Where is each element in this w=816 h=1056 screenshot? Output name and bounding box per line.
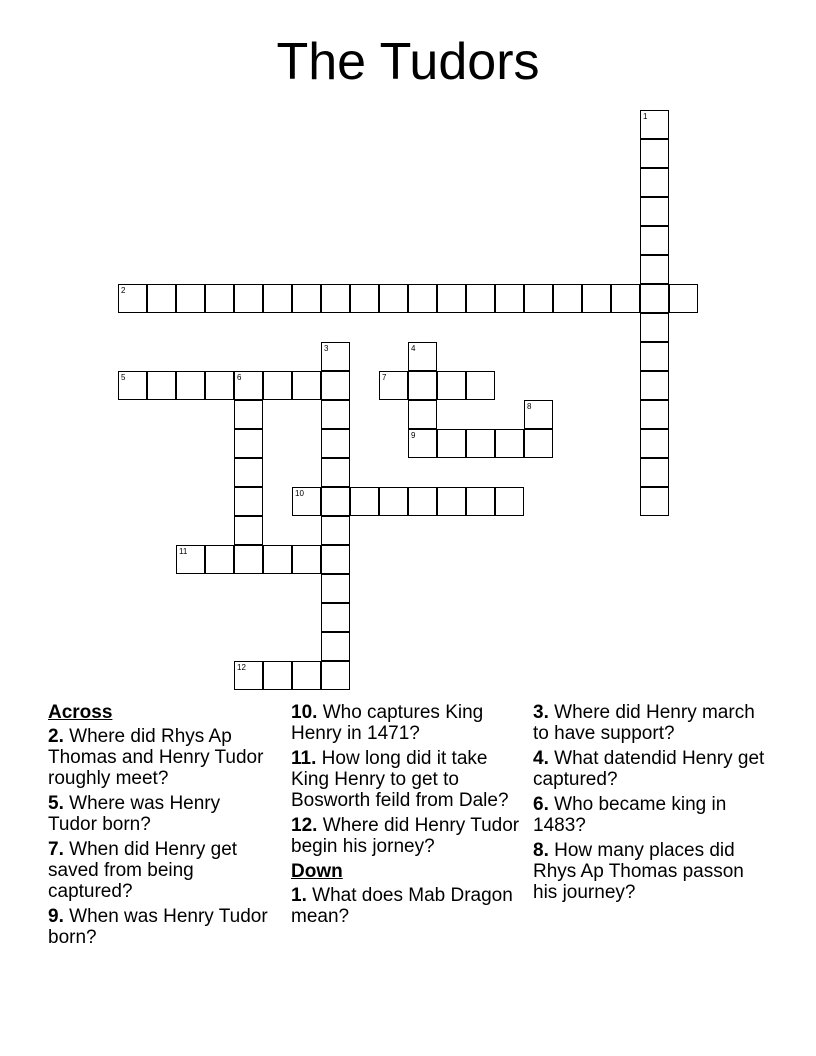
grid-cell[interactable]	[408, 487, 437, 516]
clue-across-12: 12. Where did Henry Tudor begin his jorney?	[291, 815, 520, 857]
grid-cell[interactable]	[176, 371, 205, 400]
grid-cell[interactable]	[292, 545, 321, 574]
grid-cell[interactable]	[437, 429, 466, 458]
grid-cell[interactable]	[176, 545, 205, 574]
across-heading: Across	[48, 702, 113, 723]
grid-cell[interactable]	[205, 545, 234, 574]
grid-cell[interactable]	[640, 458, 669, 487]
grid-cell[interactable]	[640, 255, 669, 284]
clue-down-3: 3. Where did Henry march to have support?	[533, 702, 755, 744]
grid-cell[interactable]	[524, 400, 553, 429]
clue-number: 5	[121, 373, 126, 382]
grid-cell[interactable]	[263, 661, 292, 690]
clue-across-9: 9. When was Henry Tudor born?	[48, 906, 268, 948]
clue-number: 9	[411, 431, 416, 440]
grid-cell[interactable]	[118, 371, 147, 400]
clue-across-7: 7. When did Henry get saved from being captured?	[48, 839, 238, 902]
grid-cell[interactable]	[234, 458, 263, 487]
clue-column-2	[291, 702, 521, 931]
grid-cell[interactable]	[408, 342, 437, 371]
grid-cell[interactable]	[321, 516, 350, 545]
grid-cell[interactable]	[669, 284, 698, 313]
grid-cell[interactable]	[176, 284, 205, 313]
grid-cell[interactable]	[321, 661, 350, 690]
grid-cell[interactable]	[321, 603, 350, 632]
clue-number: 8	[527, 402, 532, 411]
clue-across-5: 5. Where was Henry Tudor born?	[48, 793, 221, 835]
grid-cell[interactable]	[234, 371, 263, 400]
grid-cell[interactable]	[379, 371, 408, 400]
grid-cell[interactable]	[234, 661, 263, 690]
grid-cell[interactable]	[263, 545, 292, 574]
grid-cell[interactable]	[321, 429, 350, 458]
grid-cell[interactable]	[582, 284, 611, 313]
grid-cell[interactable]	[234, 284, 263, 313]
clue-number: 4	[411, 344, 416, 353]
grid-cell[interactable]	[640, 371, 669, 400]
grid-cell[interactable]	[640, 313, 669, 342]
grid-cell[interactable]	[495, 284, 524, 313]
grid-cell[interactable]	[408, 371, 437, 400]
clue-down-6: 6. Who became king in 1483?	[533, 794, 727, 836]
grid-cell[interactable]	[640, 139, 669, 168]
grid-cell[interactable]	[147, 284, 176, 313]
grid-cell[interactable]	[350, 284, 379, 313]
clue-number: 1	[643, 112, 648, 121]
grid-cell[interactable]	[640, 197, 669, 226]
clue-across-11: 11. How long did it take King Henry to get to Bosworth feild from Dale?	[291, 748, 509, 811]
grid-cell[interactable]	[292, 661, 321, 690]
grid-cell[interactable]	[640, 429, 669, 458]
grid-cell[interactable]	[640, 110, 669, 139]
grid-cell[interactable]	[640, 284, 669, 313]
grid-cell[interactable]	[263, 371, 292, 400]
grid-cell[interactable]	[437, 284, 466, 313]
clue-number: 12	[237, 663, 246, 672]
grid-cell[interactable]	[350, 487, 379, 516]
grid-cell[interactable]	[640, 487, 669, 516]
clue-number: 11	[179, 547, 188, 556]
clue-number: 7	[382, 373, 387, 382]
grid-cell[interactable]	[321, 632, 350, 661]
grid-cell[interactable]	[640, 168, 669, 197]
grid-cell[interactable]	[437, 371, 466, 400]
grid-cell[interactable]	[466, 284, 495, 313]
grid-cell[interactable]	[292, 284, 321, 313]
grid-cell[interactable]	[379, 487, 408, 516]
grid-cell[interactable]	[408, 400, 437, 429]
grid-cell[interactable]	[321, 342, 350, 371]
grid-cell[interactable]	[321, 574, 350, 603]
grid-cell[interactable]	[524, 284, 553, 313]
grid-cell[interactable]	[234, 487, 263, 516]
grid-cell[interactable]	[321, 545, 350, 574]
grid-cell[interactable]	[292, 371, 321, 400]
clue-down-8: 8. How many places did Rhys Ap Thomas passon his journey?	[533, 840, 744, 903]
grid-cell[interactable]	[118, 284, 147, 313]
clue-number: 3	[324, 344, 329, 353]
grid-cell[interactable]	[495, 429, 524, 458]
grid-cell[interactable]	[321, 458, 350, 487]
clue-down-4: 4. What datendid Henry get captured?	[533, 748, 765, 790]
grid-cell[interactable]	[321, 487, 350, 516]
grid-cell[interactable]	[408, 284, 437, 313]
grid-cell[interactable]	[640, 226, 669, 255]
grid-cell[interactable]	[553, 284, 582, 313]
grid-cell[interactable]	[263, 284, 292, 313]
grid-cell[interactable]	[466, 371, 495, 400]
grid-cell[interactable]	[640, 342, 669, 371]
grid-cell[interactable]	[234, 400, 263, 429]
clue-down-1: 1. What does Mab Dragon mean?	[291, 885, 513, 927]
puzzle-title: The Tudors	[276, 33, 540, 91]
grid-cell[interactable]	[205, 371, 234, 400]
down-heading: Down	[291, 861, 343, 882]
grid-cell[interactable]	[205, 284, 234, 313]
grid-cell[interactable]	[408, 429, 437, 458]
grid-cell[interactable]	[437, 487, 466, 516]
grid-cell[interactable]	[147, 371, 176, 400]
grid-cell[interactable]	[379, 284, 408, 313]
grid-cell[interactable]	[321, 371, 350, 400]
clue-across-2: 2. Where did Rhys Ap Thomas and Henry Tudor roughly meet?	[48, 726, 264, 789]
grid-cell[interactable]	[234, 516, 263, 545]
grid-cell[interactable]	[234, 429, 263, 458]
clue-column-1	[48, 702, 273, 952]
clue-number: 2	[121, 286, 126, 295]
clue-across-10: 10. Who captures King Henry in 1471?	[291, 702, 484, 744]
grid-cell[interactable]	[611, 284, 640, 313]
grid-cell[interactable]	[640, 400, 669, 429]
grid-cell[interactable]	[466, 487, 495, 516]
grid-cell[interactable]	[495, 487, 524, 516]
clue-column-3	[533, 702, 768, 907]
grid-cell[interactable]	[321, 400, 350, 429]
clue-number: 6	[237, 373, 242, 382]
grid-cell[interactable]	[234, 545, 263, 574]
clue-number: 10	[295, 489, 304, 498]
grid-cell[interactable]	[321, 284, 350, 313]
grid-cell[interactable]	[524, 429, 553, 458]
grid-cell[interactable]	[292, 487, 321, 516]
grid-cell[interactable]	[466, 429, 495, 458]
